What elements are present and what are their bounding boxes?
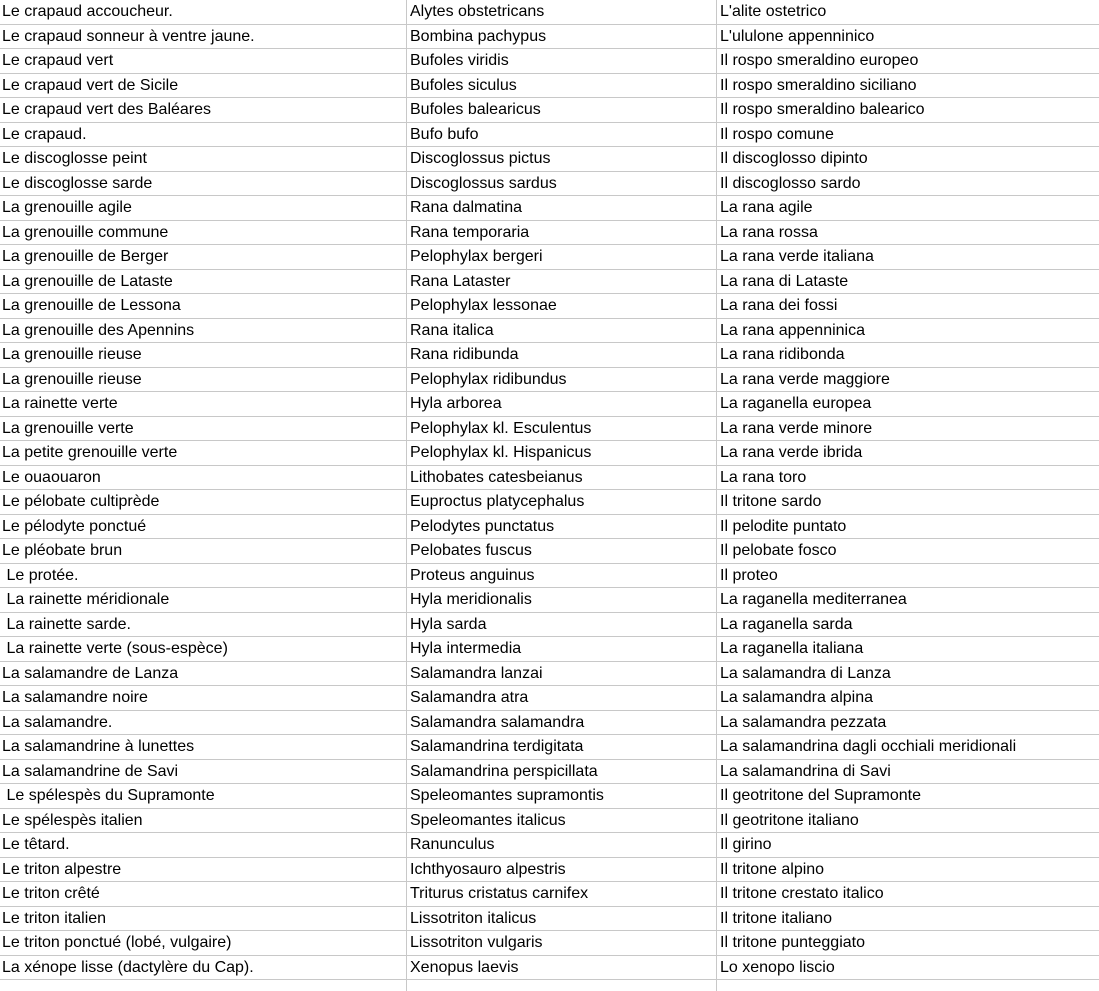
italian-name-cell[interactable]: Il girino [720, 836, 772, 853]
table-row [0, 735, 1099, 760]
table-row [0, 809, 1099, 834]
table-row [0, 956, 1099, 981]
latin-name-cell[interactable]: Proteus anguinus [407, 564, 717, 588]
latin-name-cell[interactable]: Lithobates catesbeianus [407, 466, 717, 490]
french-name-cell[interactable]: La xénope lisse (dactylère du Cap). [0, 956, 407, 980]
french-name-cell[interactable]: La salamandre noire [0, 686, 407, 710]
table-row [0, 441, 1099, 466]
french-name-cell[interactable]: La grenouille agile [0, 196, 407, 220]
italian-name-cell[interactable]: La rana di Lataste [720, 272, 849, 290]
italian-name-cell[interactable]: Il discoglosso sardo [720, 174, 861, 192]
latin-name-cell[interactable]: Pelophylax ridibundus [407, 368, 717, 392]
french-name-cell[interactable]: La salamandrine de Savi [0, 760, 407, 784]
italian-name-cell[interactable]: L'ululone appenninico [720, 27, 875, 45]
table-row [0, 25, 1099, 50]
italian-name-cell[interactable]: La salamandrina di Savi [720, 762, 891, 780]
french-name-cell[interactable]: La grenouille de Lessona [0, 294, 407, 318]
latin-name-cell[interactable]: Bombina pachypus [407, 25, 717, 49]
table-row [0, 221, 1099, 246]
italian-name-cell[interactable]: Il tritone sardo [720, 493, 822, 510]
italian-name-cell[interactable]: La rana verde maggiore [720, 370, 890, 388]
french-name-cell[interactable]: Le têtard. [0, 833, 407, 857]
table-row [0, 392, 1099, 417]
italian-name-cell[interactable]: Il tritone punteggiato [720, 934, 865, 951]
latin-name-cell[interactable]: Pelophylax bergeri [407, 245, 717, 269]
french-name-cell[interactable]: Le spélespès italien [0, 809, 407, 833]
table-row [0, 931, 1099, 956]
latin-name-cell[interactable]: Alytes obstetricans [407, 0, 717, 24]
table-row [0, 711, 1099, 736]
table-row [0, 613, 1099, 638]
latin-name-cell[interactable]: Lissotriton vulgaris [407, 931, 717, 955]
table-row [0, 539, 1099, 564]
latin-name-cell[interactable]: Ichthyosauro alpestris [407, 858, 717, 882]
latin-name-cell[interactable]: Speleomantes supramontis [407, 784, 717, 808]
italian-name-cell[interactable]: Il pelobate fosco [720, 542, 837, 559]
french-name-cell[interactable]: Le crapaud. [0, 123, 407, 147]
table-row [0, 662, 1099, 687]
table-row [0, 882, 1099, 907]
latin-name-cell[interactable]: Pelobates fuscus [407, 539, 717, 563]
french-name-cell[interactable]: Le pléobate brun [0, 539, 407, 563]
italian-name-cell[interactable]: La rana verde ibrida [720, 444, 863, 461]
latin-name-cell[interactable]: Pelophylax kl. Esculentus [407, 417, 717, 441]
latin-name-cell[interactable]: Hyla arborea [407, 392, 717, 416]
table-row [0, 466, 1099, 491]
table-row [0, 294, 1099, 319]
table-row [0, 760, 1099, 785]
latin-name-cell[interactable]: Bufoles viridis [407, 49, 717, 73]
latin-name-cell[interactable]: Bufoles siculus [407, 74, 717, 98]
french-name-cell[interactable]: La rainette sarde. [0, 613, 407, 637]
french-name-cell[interactable]: Le crapaud vert de Sicile [0, 74, 407, 98]
french-name-cell[interactable]: La rainette verte (sous-espèce) [0, 637, 407, 661]
empty-cell-italian[interactable] [717, 980, 1099, 991]
french-name-cell[interactable]: Le triton ponctué (lobé, vulgaire) [0, 931, 407, 955]
french-name-cell[interactable]: Le crapaud vert des Baléares [0, 98, 407, 122]
table-row [0, 907, 1099, 932]
table-row [0, 343, 1099, 368]
french-name-cell[interactable]: La grenouille de Berger [0, 245, 407, 269]
italian-name-cell[interactable]: La rana appenninica [720, 321, 866, 339]
italian-name-cell[interactable]: Il rospo smeraldino siciliano [720, 76, 917, 94]
table-row [0, 147, 1099, 172]
french-name-cell[interactable]: Le pélobate cultiprède [0, 490, 407, 514]
latin-name-cell[interactable]: Rana italica [407, 319, 717, 343]
table-row [0, 784, 1099, 809]
italian-name-cell[interactable]: La rana rossa [720, 223, 818, 241]
italian-name-cell[interactable]: L'alite ostetrico [720, 3, 827, 20]
italian-name-cell[interactable]: La salamandra di Lanza [720, 664, 891, 682]
latin-name-cell[interactable]: Salamandrina perspicillata [407, 760, 717, 784]
french-name-cell[interactable]: La grenouille rieuse [0, 368, 407, 392]
italian-name-cell[interactable]: La raganella sarda [720, 615, 853, 633]
italian-name-cell[interactable]: La rana dei fossi [720, 297, 838, 314]
italian-name-cell[interactable]: Il rospo smeraldino europeo [720, 52, 919, 69]
french-name-cell[interactable]: La petite grenouille verte [0, 441, 407, 465]
latin-name-cell[interactable]: Bufo bufo [407, 123, 717, 147]
table-row [0, 858, 1099, 883]
latin-name-cell[interactable]: Hyla meridionalis [407, 588, 717, 612]
french-name-cell[interactable]: La grenouille des Apennins [0, 319, 407, 343]
latin-name-cell[interactable]: Speleomantes italicus [407, 809, 717, 833]
table-row [0, 270, 1099, 295]
italian-name-cell[interactable]: Il geotritone del Supramonte [720, 787, 922, 804]
latin-name-cell[interactable]: Pelophylax lessonae [407, 294, 717, 318]
latin-name-cell[interactable]: Hyla intermedia [407, 637, 717, 661]
french-name-cell[interactable]: Le triton crêté [0, 882, 407, 906]
french-name-cell[interactable]: Le discoglosse sarde [0, 172, 407, 196]
italian-name-cell[interactable]: Il tritone alpino [720, 860, 825, 878]
italian-name-cell[interactable]: La rana verde italiana [720, 248, 874, 265]
french-name-cell[interactable]: La grenouille commune [0, 221, 407, 245]
latin-name-cell[interactable]: Salamandra lanzai [407, 662, 717, 686]
italian-name-cell[interactable]: La salamandrina dagli occhiali meridionali [720, 738, 1017, 755]
french-name-cell[interactable]: La grenouille de Lataste [0, 270, 407, 294]
italian-name-cell[interactable]: Il rospo comune [720, 125, 834, 143]
french-name-cell[interactable]: Le crapaud vert [0, 49, 407, 73]
latin-name-cell[interactable]: Pelophylax kl. Hispanicus [407, 441, 717, 465]
french-name-cell[interactable]: Le pélodyte ponctué [0, 515, 407, 539]
table-row [0, 49, 1099, 74]
table-row [0, 833, 1099, 858]
french-name-cell[interactable]: Le crapaud accoucheur. [0, 0, 407, 24]
italian-name-cell[interactable]: Il rospo smeraldino balearico [720, 101, 925, 118]
french-name-cell[interactable]: Le triton alpestre [0, 858, 407, 882]
french-name-cell[interactable]: Le triton italien [0, 907, 407, 931]
italian-name-cell[interactable]: Lo xenopo liscio [720, 958, 835, 976]
french-name-cell[interactable]: Le protée. [0, 564, 407, 588]
italian-name-cell[interactable]: La rana toro [720, 468, 807, 486]
latin-name-cell[interactable]: Salamandrina terdigitata [407, 735, 717, 759]
table-row [0, 588, 1099, 613]
french-name-cell[interactable]: La salamandre. [0, 711, 407, 735]
italian-name-cell[interactable]: La raganella mediterranea [720, 591, 907, 608]
latin-name-cell[interactable]: Rana ridibunda [407, 343, 717, 367]
table-row [0, 564, 1099, 589]
latin-name-cell[interactable]: Ranunculus [407, 833, 717, 857]
table-row [0, 417, 1099, 442]
table-row [0, 123, 1099, 148]
french-name-cell[interactable]: Le ouaouaron [0, 466, 407, 490]
latin-name-cell[interactable]: Bufoles balearicus [407, 98, 717, 122]
french-name-cell[interactable]: La salamandre de Lanza [0, 662, 407, 686]
latin-name-cell[interactable]: Discoglossus sardus [407, 172, 717, 196]
italian-name-cell[interactable]: La raganella europea [720, 395, 872, 412]
italian-name-cell[interactable]: Il discoglosso dipinto [720, 150, 868, 167]
table-row [0, 74, 1099, 99]
latin-name-cell[interactable]: Rana temporaria [407, 221, 717, 245]
empty-cell-french[interactable] [0, 980, 407, 991]
french-name-cell[interactable]: Le crapaud sonneur à ventre jaune. [0, 25, 407, 49]
latin-name-cell[interactable]: Triturus cristatus carnifex [407, 882, 717, 906]
table-row [0, 368, 1099, 393]
french-name-cell[interactable]: La grenouille rieuse [0, 343, 407, 367]
italian-name-cell[interactable]: La salamandra pezzata [720, 713, 887, 731]
table-row [0, 637, 1099, 662]
empty-cell-latin[interactable] [407, 980, 717, 991]
italian-name-cell[interactable]: La raganella italiana [720, 640, 864, 657]
latin-name-cell[interactable]: Discoglossus pictus [407, 147, 717, 171]
italian-name-cell[interactable]: La rana agile [720, 199, 813, 216]
latin-name-cell[interactable]: Xenopus laevis [407, 956, 717, 980]
french-name-cell[interactable]: La rainette méridionale [0, 588, 407, 612]
latin-name-cell[interactable]: Rana dalmatina [407, 196, 717, 220]
italian-name-cell[interactable]: La rana verde minore [720, 419, 873, 437]
italian-name-cell[interactable]: Il pelodite puntato [720, 517, 847, 535]
latin-name-cell[interactable]: Euproctus platycephalus [407, 490, 717, 514]
latin-name-cell[interactable]: Lissotriton italicus [407, 907, 717, 931]
table-row [0, 490, 1099, 515]
table-row [0, 0, 1099, 25]
french-name-cell[interactable]: La rainette verte [0, 392, 407, 416]
table-row [0, 319, 1099, 344]
latin-name-cell[interactable]: Hyla sarda [407, 613, 717, 637]
latin-name-cell[interactable]: Rana Lataster [407, 270, 717, 294]
empty-row[interactable] [0, 980, 1099, 991]
italian-name-cell[interactable]: La salamandra alpina [720, 689, 873, 706]
italian-name-cell[interactable]: Il proteo [720, 566, 778, 584]
french-name-cell[interactable]: La salamandrine à lunettes [0, 735, 407, 759]
french-name-cell[interactable]: Le spélespès du Supramonte [0, 784, 407, 808]
table-row [0, 515, 1099, 540]
latin-name-cell[interactable]: Salamandra salamandra [407, 711, 717, 735]
latin-name-cell[interactable]: Salamandra atra [407, 686, 717, 710]
table-row [0, 686, 1099, 711]
italian-name-cell[interactable]: Il tritone italiano [720, 909, 833, 927]
french-name-cell[interactable]: Le discoglosse peint [0, 147, 407, 171]
latin-name-cell[interactable]: Pelodytes punctatus [407, 515, 717, 539]
table-row [0, 98, 1099, 123]
italian-name-cell[interactable]: Il geotritone italiano [720, 811, 859, 829]
italian-name-cell[interactable]: Il tritone crestato italico [720, 885, 884, 902]
table-row [0, 196, 1099, 221]
table-row [0, 172, 1099, 197]
table-row [0, 245, 1099, 270]
italian-name-cell[interactable]: La rana ridibonda [720, 346, 845, 363]
french-name-cell[interactable]: La grenouille verte [0, 417, 407, 441]
